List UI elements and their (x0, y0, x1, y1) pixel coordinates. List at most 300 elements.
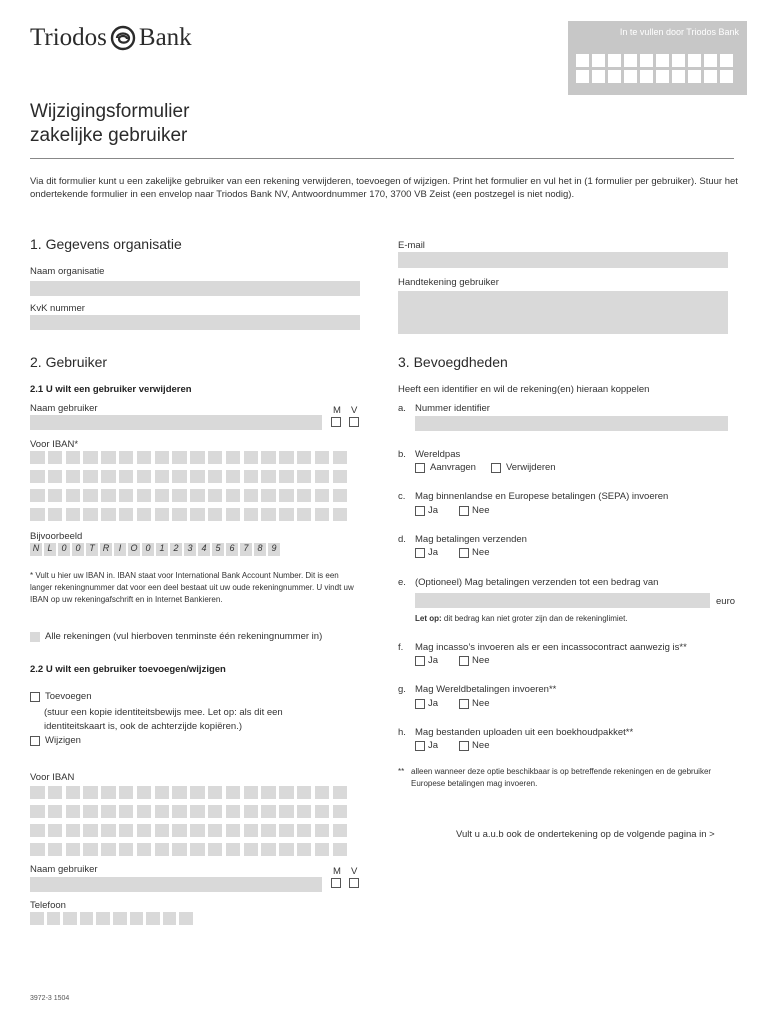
digit-cell[interactable] (261, 805, 276, 818)
digit-cell[interactable] (261, 451, 276, 464)
digit-cell[interactable] (333, 451, 348, 464)
digit-cell[interactable] (155, 824, 170, 837)
aanvragen-label: Aanvragen (430, 462, 476, 473)
section2-heading: 2. Gebruiker (30, 354, 108, 370)
iban-grid-remove[interactable] (30, 451, 347, 523)
euro-label: euro (716, 596, 736, 607)
signature-field[interactable] (398, 291, 728, 334)
c-ja-checkbox[interactable] (415, 506, 425, 516)
digit-cell[interactable] (190, 786, 205, 799)
kvk-field[interactable] (30, 315, 360, 330)
digit-cell[interactable] (101, 470, 116, 483)
digit-cell[interactable] (279, 824, 294, 837)
digit-cell[interactable] (297, 786, 312, 799)
office-cell[interactable] (672, 54, 685, 67)
digit-cell[interactable] (66, 451, 81, 464)
digit-cell[interactable] (315, 824, 330, 837)
item-c-options (415, 505, 489, 516)
example-char: 7 (240, 543, 252, 556)
naam-gebruiker-field-2[interactable] (30, 877, 322, 892)
office-cell[interactable] (688, 54, 701, 67)
digit-cell[interactable] (261, 843, 276, 856)
digit-cell[interactable] (190, 508, 205, 521)
digit-cell[interactable] (297, 805, 312, 818)
example-char: T (86, 543, 98, 556)
digit-cell[interactable] (244, 508, 259, 521)
item-a-letter: a. (398, 403, 406, 414)
digit-cell[interactable] (63, 912, 77, 925)
naam-gebruiker-field[interactable] (30, 415, 322, 430)
digit-cell[interactable] (137, 470, 152, 483)
item-h-label: Mag bestanden uploaden uit een boekhoudpakket** (415, 727, 634, 738)
digit-cell[interactable] (179, 912, 193, 925)
example-char: 8 (254, 543, 266, 556)
v-checkbox[interactable] (349, 417, 359, 427)
wijzigen-row (30, 735, 81, 746)
item-d-options (415, 547, 489, 558)
digit-cell[interactable] (101, 451, 116, 464)
digit-cell[interactable] (190, 843, 205, 856)
digit-cell[interactable] (226, 508, 241, 521)
item-h-options (415, 740, 489, 751)
digit-cell[interactable] (244, 824, 259, 837)
logo-text-right: Bank (138, 24, 192, 51)
example-char: 2 (170, 543, 182, 556)
digit-cell[interactable] (244, 470, 259, 483)
voor-iban-label: Voor IBAN* (30, 439, 79, 450)
office-cell[interactable] (640, 54, 653, 67)
digit-cell[interactable] (47, 912, 61, 925)
digit-cell[interactable] (333, 843, 348, 856)
digit-cell[interactable] (208, 824, 223, 837)
digit-cell[interactable] (137, 805, 152, 818)
digit-cell[interactable] (333, 824, 348, 837)
email-label: E-mail (398, 240, 425, 251)
digit-cell[interactable] (172, 824, 187, 837)
digit-cell[interactable] (113, 912, 127, 925)
m-checkbox[interactable] (331, 417, 341, 427)
digit-cell[interactable] (261, 786, 276, 799)
digit-cell[interactable] (226, 824, 241, 837)
digit-cell[interactable] (66, 508, 81, 521)
digit-cell[interactable] (226, 470, 241, 483)
digit-cell[interactable] (163, 912, 177, 925)
digit-cell[interactable] (315, 470, 330, 483)
digit-cell[interactable] (261, 508, 276, 521)
digit-cell[interactable] (96, 912, 110, 925)
office-cell[interactable] (576, 54, 589, 67)
digit-cell[interactable] (279, 843, 294, 856)
telefoon-grid[interactable] (30, 912, 193, 926)
g-nee-checkbox[interactable] (459, 699, 469, 709)
digit-cell[interactable] (83, 451, 98, 464)
d-nee-checkbox[interactable] (459, 548, 469, 558)
office-use-label: In te vullen door Triodos Bank (619, 27, 739, 37)
v-label: V (351, 405, 358, 416)
bijvoorbeeld-label: Bijvoorbeeld (30, 531, 83, 542)
digit-cell[interactable] (279, 470, 294, 483)
digit-cell[interactable] (30, 489, 45, 502)
digit-cell[interactable] (130, 912, 144, 925)
g-nee-label: Nee (472, 698, 490, 709)
c-ja-label: Ja (428, 505, 439, 516)
digit-cell[interactable] (66, 786, 81, 799)
digit-cell[interactable] (137, 508, 152, 521)
digit-cell[interactable] (83, 843, 98, 856)
digit-cell[interactable] (172, 786, 187, 799)
digit-cell[interactable] (279, 451, 294, 464)
office-cell[interactable] (688, 70, 701, 83)
digit-cell[interactable] (30, 805, 45, 818)
digit-cell[interactable] (101, 786, 116, 799)
digit-cell[interactable] (172, 489, 187, 502)
example-char: 1 (156, 543, 168, 556)
continue-note: Vult u a.u.b ook de ondertekening op de volgende pagina in > (456, 829, 715, 840)
verwijderen-checkbox[interactable] (491, 463, 501, 473)
digit-cell[interactable] (119, 824, 134, 837)
naam-gebruiker-label-2: Naam gebruiker (30, 864, 98, 875)
email-field[interactable] (398, 252, 728, 268)
digit-cell[interactable] (226, 843, 241, 856)
digit-cell[interactable] (190, 489, 205, 502)
toevoegen-checkbox[interactable] (30, 692, 40, 702)
example-char: 3 (184, 543, 196, 556)
digit-cell[interactable] (48, 451, 63, 464)
naam-gebruiker-label: Naam gebruiker (30, 403, 98, 414)
wijzigen-checkbox[interactable] (30, 736, 40, 746)
office-cell[interactable] (624, 54, 637, 67)
digit-cell[interactable] (315, 508, 330, 521)
section1-heading: 1. Gegevens organisatie (30, 236, 182, 252)
digit-cell[interactable] (83, 489, 98, 502)
toevoegen-note: (stuur een kopie identiteitsbewijs mee. Let op: als dit een identiteitskaart is, ook de achterzijde kopiëren.) (44, 707, 283, 732)
office-cell[interactable] (656, 70, 669, 83)
item-b-label: Wereldpas (415, 449, 461, 460)
item-d-label: Mag betalingen verzenden (415, 534, 527, 545)
alle-rekeningen-row (30, 631, 322, 642)
digit-cell[interactable] (244, 451, 259, 464)
logo-text-left: Triodos (30, 24, 107, 51)
h-nee-checkbox[interactable] (459, 741, 469, 751)
digit-cell[interactable] (119, 805, 134, 818)
office-cell[interactable] (608, 54, 621, 67)
digit-cell[interactable] (48, 508, 63, 521)
footnote-mark: ** (398, 767, 405, 776)
example-char: 9 (268, 543, 280, 556)
digit-cell[interactable] (66, 843, 81, 856)
f-nee-label: Nee (472, 655, 490, 666)
digit-cell[interactable] (190, 805, 205, 818)
example-char: 6 (226, 543, 238, 556)
digit-cell[interactable] (297, 843, 312, 856)
item-g-options (415, 698, 489, 709)
sub-2-2-heading: 2.2 U wilt een gebruiker toevoegen/wijzigen (30, 664, 226, 675)
item-d-letter: d. (398, 534, 406, 545)
digit-cell[interactable] (119, 489, 134, 502)
kvk-label: KvK nummer (30, 303, 85, 314)
digit-cell[interactable] (172, 451, 187, 464)
digit-cell[interactable] (66, 470, 81, 483)
form-code: 3972-3 1504 (30, 995, 70, 1002)
digit-cell[interactable] (261, 824, 276, 837)
alle-rekeningen-checkbox[interactable] (30, 632, 40, 642)
digit-cell[interactable] (80, 912, 94, 925)
alle-rekeningen-label: Alle rekeningen (vul hierboven tenminste één rekeningnummer in) (45, 631, 323, 642)
m-checkbox-2[interactable] (331, 878, 341, 888)
item-e-label: (Optioneel) Mag betalingen verzenden tot een bedrag van (415, 577, 659, 588)
digit-cell[interactable] (155, 451, 170, 464)
digit-cell[interactable] (30, 451, 45, 464)
identifier-field[interactable] (415, 416, 728, 431)
office-cell[interactable] (656, 54, 669, 67)
title-divider (30, 158, 734, 159)
section3-heading: 3. Bevoegdheden (398, 354, 508, 370)
digit-cell[interactable] (137, 843, 152, 856)
office-cell[interactable] (624, 70, 637, 83)
intro-text: Via dit formulier kunt u een zakelijke gebruiker van een rekening verwijderen, toevoegen of wijzigen. Print het formulier en vul het in (1 formulier per gebruiker). Stuur het ondertekende formulier in een envelop naar Triodos Bank NV, Antwoordnummer 170, 3700 VB Zeist (een postzegel is niet nodig). (30, 176, 738, 200)
digit-cell[interactable] (172, 508, 187, 521)
digit-cell[interactable] (48, 489, 63, 502)
digit-cell[interactable] (155, 843, 170, 856)
digit-cell[interactable] (155, 470, 170, 483)
office-cell[interactable] (704, 54, 717, 67)
digit-cell[interactable] (48, 786, 63, 799)
digit-cell[interactable] (226, 805, 241, 818)
item-c-label: Mag binnenlandse en Europese betalingen (SEPA) invoeren (415, 491, 669, 502)
digit-cell[interactable] (137, 489, 152, 502)
digit-cell[interactable] (333, 489, 348, 502)
digit-cell[interactable] (155, 786, 170, 799)
digit-cell[interactable] (155, 805, 170, 818)
digit-cell[interactable] (226, 489, 241, 502)
digit-cell[interactable] (101, 489, 116, 502)
toevoegen-label: Toevoegen (45, 691, 92, 702)
v-checkbox-2[interactable] (349, 878, 359, 888)
digit-cell[interactable] (208, 470, 223, 483)
digit-cell[interactable] (101, 843, 116, 856)
digit-cell[interactable] (279, 805, 294, 818)
digit-cell[interactable] (208, 786, 223, 799)
m-label: M (333, 405, 341, 416)
triodos-logo (30, 22, 192, 54)
example-char: R (100, 543, 112, 556)
digit-cell[interactable] (83, 824, 98, 837)
item-b-letter: b. (398, 449, 406, 460)
digit-cell[interactable] (279, 508, 294, 521)
item-f-label: Mag incasso’s invoeren als er een incassocontract aanwezig is** (415, 642, 687, 653)
digit-cell[interactable] (101, 508, 116, 521)
digit-cell[interactable] (333, 470, 348, 483)
example-char: I (114, 543, 126, 556)
office-cell[interactable] (672, 70, 685, 83)
office-cell[interactable] (640, 70, 653, 83)
digit-cell[interactable] (30, 843, 45, 856)
digit-cell[interactable] (83, 508, 98, 521)
office-cell[interactable] (592, 70, 605, 83)
digit-cell[interactable] (48, 843, 63, 856)
h-ja-label: Ja (428, 740, 439, 751)
example-char: 0 (58, 543, 70, 556)
office-cell[interactable] (592, 54, 605, 67)
digit-cell[interactable] (66, 805, 81, 818)
identifier-intro: Heeft een identifier en wil de rekening(en) hieraan koppelen (398, 384, 650, 395)
bedrag-field[interactable] (415, 593, 710, 608)
digit-cell[interactable] (244, 843, 259, 856)
c-nee-checkbox[interactable] (459, 506, 469, 516)
wijzigen-label: Wijzigen (45, 735, 81, 746)
d-ja-label: Ja (428, 547, 439, 558)
office-code-grid (576, 54, 733, 83)
item-h-letter: h. (398, 727, 406, 738)
digit-cell[interactable] (101, 805, 116, 818)
digit-cell[interactable] (190, 824, 205, 837)
verwijderen-label: Verwijderen (505, 462, 556, 473)
h-nee-label: Nee (472, 740, 490, 751)
c-nee-label: Nee (472, 505, 490, 516)
digit-cell[interactable] (297, 470, 312, 483)
iban-note: * Vult u hier uw IBAN in. IBAN staat voor International Bank Account Number. Dit is een langer rekeningnummer dat voor een deel bestaat uit uw oude rekeningnummer. U vindt uw IBAN op uw rekeningafschrift en in Internet Bankieren. (30, 571, 354, 604)
digit-cell[interactable] (155, 489, 170, 502)
digit-cell[interactable] (30, 912, 44, 925)
digit-cell[interactable] (83, 786, 98, 799)
example-char: 0 (142, 543, 154, 556)
v-label-2: V (351, 866, 358, 877)
example-char: L (44, 543, 56, 556)
page-title (30, 100, 189, 148)
digit-cell[interactable] (119, 470, 134, 483)
digit-cell[interactable] (30, 786, 45, 799)
office-cell[interactable] (720, 70, 733, 83)
digit-cell[interactable] (333, 786, 348, 799)
iban-grid-add[interactable] (30, 786, 347, 858)
limit-note-text: dit bedrag kan niet groter zijn dan de rekeninglimiet. (441, 614, 628, 623)
digit-cell[interactable] (190, 451, 205, 464)
f-nee-checkbox[interactable] (459, 656, 469, 666)
digit-cell[interactable] (83, 470, 98, 483)
digit-cell[interactable] (279, 786, 294, 799)
digit-cell[interactable] (244, 786, 259, 799)
title-line-1: Wijzigingsformulier (30, 101, 190, 122)
digit-cell[interactable] (66, 824, 81, 837)
digit-cell[interactable] (66, 489, 81, 502)
digit-cell[interactable] (208, 489, 223, 502)
digit-cell[interactable] (48, 805, 63, 818)
naam-organisatie-field[interactable] (30, 281, 360, 296)
example-char: O (128, 543, 140, 556)
digit-cell[interactable] (261, 489, 276, 502)
title-line-2: zakelijke gebruiker (30, 125, 188, 146)
limit-note (415, 614, 628, 623)
digit-cell[interactable] (83, 805, 98, 818)
item-g-label: Mag Wereldbetalingen invoeren** (415, 684, 557, 695)
office-cell[interactable] (720, 54, 733, 67)
digit-cell[interactable] (297, 824, 312, 837)
digit-cell[interactable] (333, 805, 348, 818)
digit-cell[interactable] (172, 470, 187, 483)
example-char: 5 (212, 543, 224, 556)
office-cell[interactable] (704, 70, 717, 83)
telefoon-label: Telefoon (30, 900, 66, 911)
office-cell[interactable] (576, 70, 589, 83)
logo-symbol-icon (110, 25, 136, 51)
digit-cell[interactable] (48, 470, 63, 483)
digit-cell[interactable] (208, 805, 223, 818)
f-ja-checkbox[interactable] (415, 656, 425, 666)
example-char: 0 (72, 543, 84, 556)
item-c-letter: c. (398, 491, 406, 502)
digit-cell[interactable] (30, 470, 45, 483)
g-ja-checkbox[interactable] (415, 699, 425, 709)
digit-cell[interactable] (244, 489, 259, 502)
digit-cell[interactable] (333, 508, 348, 521)
voor-iban-label-2: Voor IBAN (30, 772, 75, 783)
digit-cell[interactable] (226, 786, 241, 799)
h-ja-checkbox[interactable] (415, 741, 425, 751)
digit-cell[interactable] (279, 489, 294, 502)
digit-cell[interactable] (208, 451, 223, 464)
d-nee-label: Nee (472, 547, 490, 558)
digit-cell[interactable] (226, 451, 241, 464)
digit-cell[interactable] (101, 824, 116, 837)
digit-cell[interactable] (315, 786, 330, 799)
m-label-2: M (333, 866, 341, 877)
d-ja-checkbox[interactable] (415, 548, 425, 558)
digit-cell[interactable] (155, 508, 170, 521)
item-g-letter: g. (398, 684, 406, 695)
digit-cell[interactable] (315, 451, 330, 464)
sub-2-1-heading: 2.1 U wilt een gebruiker verwijderen (30, 384, 192, 395)
item-e-letter: e. (398, 577, 406, 588)
toevoegen-row (30, 691, 91, 702)
item-a-label: Nummer identifier (415, 403, 490, 414)
digit-cell[interactable] (297, 508, 312, 521)
digit-cell[interactable] (30, 824, 45, 837)
digit-cell[interactable] (119, 786, 134, 799)
aanvragen-checkbox[interactable] (415, 463, 425, 473)
iban-example (30, 543, 280, 556)
f-ja-label: Ja (428, 655, 439, 666)
digit-cell[interactable] (48, 824, 63, 837)
digit-cell[interactable] (146, 912, 160, 925)
digit-cell[interactable] (244, 805, 259, 818)
footnote-text: alleen wanneer deze optie beschikbaar is op betreffende rekeningen en de gebruiker Europese betalingen mag invoeren. (411, 767, 712, 788)
digit-cell[interactable] (315, 843, 330, 856)
office-cell[interactable] (608, 70, 621, 83)
digit-cell[interactable] (119, 843, 134, 856)
digit-cell[interactable] (261, 470, 276, 483)
digit-cell[interactable] (172, 843, 187, 856)
digit-cell[interactable] (137, 786, 152, 799)
handtekening-label: Handtekening gebruiker (398, 277, 499, 288)
digit-cell[interactable] (190, 470, 205, 483)
digit-cell[interactable] (137, 451, 152, 464)
digit-cell[interactable] (208, 508, 223, 521)
example-char: N (30, 543, 42, 556)
digit-cell[interactable] (119, 451, 134, 464)
example-char: 4 (198, 543, 210, 556)
digit-cell[interactable] (137, 824, 152, 837)
digit-cell[interactable] (119, 508, 134, 521)
digit-cell[interactable] (315, 489, 330, 502)
g-ja-label: Ja (428, 698, 439, 709)
digit-cell[interactable] (208, 843, 223, 856)
digit-cell[interactable] (172, 805, 187, 818)
digit-cell[interactable] (297, 489, 312, 502)
naam-organisatie-label: Naam organisatie (30, 266, 105, 277)
digit-cell[interactable] (30, 508, 45, 521)
digit-cell[interactable] (297, 451, 312, 464)
digit-cell[interactable] (315, 805, 330, 818)
